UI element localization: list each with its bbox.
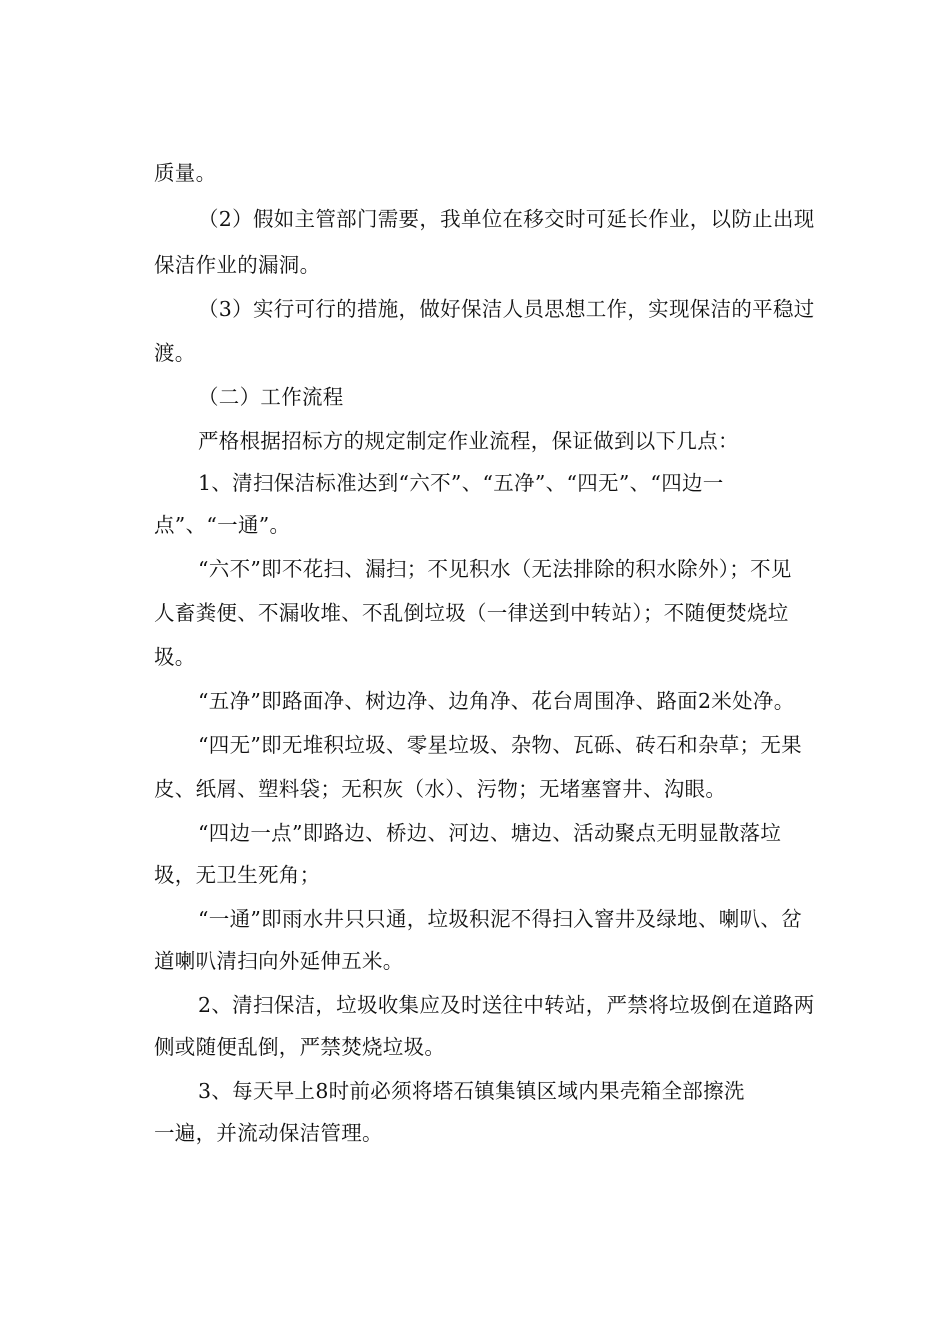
text-line: 1、清扫保洁标准达到“六不”、“五净”、“四无”、“四边一: [198, 471, 724, 495]
text-line: 3、每天早上8时前必须将塔石镇集镇区域内果壳箱全部擦洗: [198, 1079, 745, 1103]
text-line: 一遍，并流动保洁管理。: [154, 1121, 383, 1145]
text-line: 2、清扫保洁，垃圾收集应及时送往中转站，严禁将垃圾倒在道路两: [198, 993, 815, 1017]
text-line: 渡。: [154, 341, 196, 365]
text-line: 道喇叭清扫向外延伸五米。: [154, 949, 404, 973]
text-line: “一通”即雨水井只只通，垃圾积泥不得扫入窨井及绿地、喇叭、岔: [198, 907, 802, 931]
text-line: 严格根据招标方的规定制定作业流程，保证做到以下几点：: [198, 429, 739, 453]
text-line: “四边一点”即路边、桥边、河边、塘边、活动聚点无明显散落垃: [198, 821, 782, 845]
text-line: 侧或随便乱倒，严禁焚烧垃圾。: [154, 1035, 446, 1059]
text-line: 人畜粪便、不漏收堆、不乱倒垃圾（一律送到中转站）；不随便焚烧垃: [154, 601, 789, 625]
text-line: 保洁作业的漏洞。: [154, 253, 321, 277]
text-line: “五净”即路面净、树边净、边角净、花台周围净、路面2米处净。: [198, 689, 795, 713]
text-line: （3）实行可行的措施，做好保洁人员思想工作，实现保洁的平稳过: [198, 297, 815, 321]
text-line: （2）假如主管部门需要，我单位在移交时可延长作业，以防止出现: [198, 207, 815, 231]
text-line: 质量。: [154, 161, 217, 185]
text-line: 圾，无卫生死角；: [154, 863, 321, 887]
section-heading: （二）工作流程: [198, 385, 344, 409]
text-line: 皮、纸屑、塑料袋；无积灰（水）、污物；无堵塞窨井、沟眼。: [154, 777, 727, 801]
text-line: “四无”即无堆积垃圾、零星垃圾、杂物、瓦砾、砖石和杂草；无果: [198, 733, 802, 757]
text-line: “六不”即不花扫、漏扫；不见积水（无法排除的积水除外）；不见: [198, 557, 792, 581]
text-line: 点”、“一通”。: [154, 513, 291, 537]
text-line: 圾。: [154, 645, 196, 669]
